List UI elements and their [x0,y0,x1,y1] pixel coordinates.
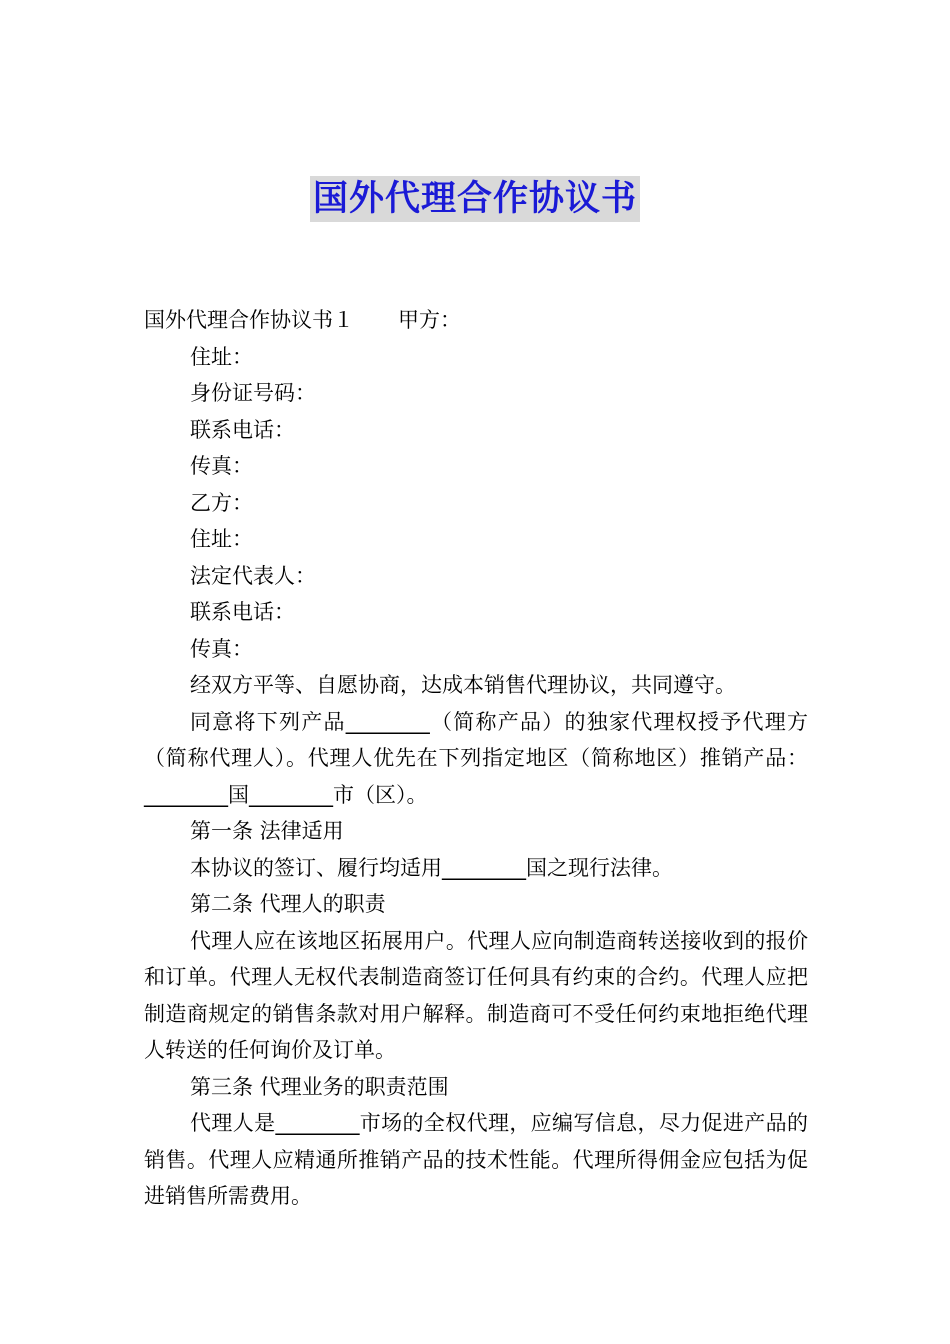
article-1-text: 本协议的签订、履行均适用________国之现行法律。 [190,855,673,880]
party-a-label: 甲方： [398,308,461,332]
article-1-heading: 第一条 法律适用 [190,819,344,843]
article-3-heading: 第三条 代理业务的职责范围 [190,1074,449,1099]
party-b-legal-representative: 法定代表人： [190,563,316,588]
party-b-phone: 联系电话： [190,600,295,624]
party-b-address: 住址： [190,527,253,551]
heading-line [144,302,808,339]
title-container [0,176,950,222]
article-3-text: 代理人是________市场的全权代理，应编写信息，尽力促进产品的销售。代理人应精通所推销产品的技术性能。代理所得佣金应包括为促进销售所需费用。 [144,1111,808,1208]
intro-paragraph: 经双方平等、自愿协商，达成本销售代理协议，共同遵守。 [190,673,736,697]
document-body [144,302,808,1215]
party-b-fax: 传真： [190,636,253,661]
agreement-label: 国外代理合作协议书１ [144,308,354,332]
document-title: 国外代理合作协议书 [310,176,640,222]
party-a-fax: 传真： [190,454,253,478]
party-a-phone: 联系电话： [190,417,295,442]
grant-clause-paragraph: 同意将下列产品________（简称产品）的独家代理权授予代理方（简称代理人）。代理人优先在下列指定地区（简称地区）推销产品：________国________市（区）。 [144,709,808,807]
party-a-id-number: 身份证号码： [190,381,316,405]
article-2-heading: 第二条 代理人的职责 [190,892,386,916]
party-b-label: 乙方： [190,490,253,515]
article-2-text: 代理人应在该地区拓展用户。代理人应向制造商转送接收到的报价和订单。代理人无权代表制造商签订任何具有约束的合约。代理人应把制造商规定的销售条款对用户解释。制造商可不受任何约束地拒绝代理人转送的任何询价及订单。 [144,928,808,1062]
party-a-address: 住址： [190,344,253,369]
